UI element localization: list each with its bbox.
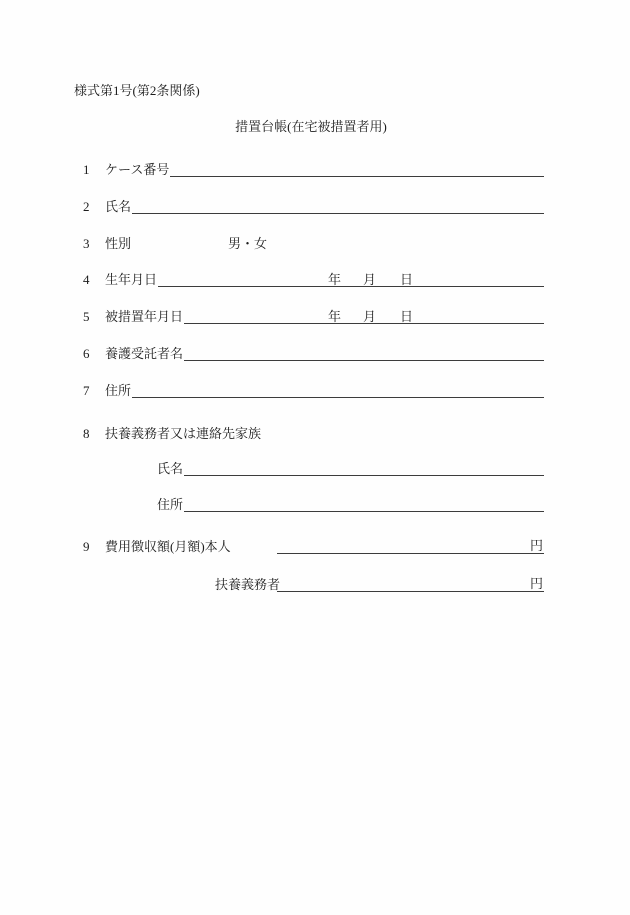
page-title: 措置台帳(在宅被措置者用) [235,119,387,134]
birth-date-day-unit: 日 [400,272,414,287]
gender-label: 性別 [105,236,132,251]
field-row-support-family [83,426,544,441]
birth-date-input-line[interactable] [158,271,544,287]
name-label: 氏名 [105,199,132,214]
field-number: 2 [83,199,90,214]
support-family-name-input-line[interactable] [184,460,544,476]
fee-self-yen-unit: 円 [529,538,543,553]
caretaker-name-input-line[interactable] [184,345,544,361]
field-number: 5 [83,309,90,324]
support-family-name-label: 氏名 [157,461,184,476]
field-row-support-family-address [157,497,544,512]
field-number: 6 [83,346,90,361]
fee-supporter-label: 扶養義務者 [215,577,281,592]
field-row-caretaker-name [83,346,544,361]
support-family-address-label: 住所 [157,497,184,512]
fee-self-input-line[interactable] [277,538,544,554]
field-row-fee-self [83,539,544,554]
field-number: 4 [83,272,90,287]
birth-date-label: 生年月日 [105,272,158,287]
support-family-address-input-line[interactable] [184,496,544,512]
gender-options[interactable]: 男・女 [228,236,268,251]
fee-supporter-yen-unit: 円 [529,576,543,591]
field-row-measure-date [83,309,544,324]
field-row-name [83,199,544,214]
address-label: 住所 [105,383,132,398]
field-number: 8 [83,426,90,441]
form-number: 様式第1号(第2条関係) [74,83,200,98]
measure-date-month-unit: 月 [363,309,377,324]
caretaker-name-label: 養護受託者名 [105,346,184,361]
field-number: 9 [83,539,90,554]
fee-supporter-input-line[interactable] [277,576,544,592]
field-number: 1 [83,162,90,177]
field-row-support-family-name [157,461,544,476]
field-row-case-number [83,162,544,177]
name-input-line[interactable] [132,198,544,214]
field-row-fee-supporter [215,577,544,592]
fee-self-label: 費用徴収額(月額)本人 [105,539,231,554]
birth-date-year-unit: 年 [328,272,342,287]
case-number-label: ケース番号 [105,162,170,177]
field-number: 7 [83,383,90,398]
field-row-birth-date [83,272,544,287]
birth-date-month-unit: 月 [363,272,377,287]
address-input-line[interactable] [132,382,544,398]
field-number: 3 [83,236,90,251]
field-row-address [83,383,544,398]
support-family-label: 扶養義務者又は連絡先家族 [105,426,262,441]
measure-date-label: 被措置年月日 [105,309,184,324]
case-number-input-line[interactable] [170,161,544,177]
field-row-gender [83,236,544,251]
measure-date-year-unit: 年 [328,309,342,324]
measure-date-day-unit: 日 [400,309,414,324]
